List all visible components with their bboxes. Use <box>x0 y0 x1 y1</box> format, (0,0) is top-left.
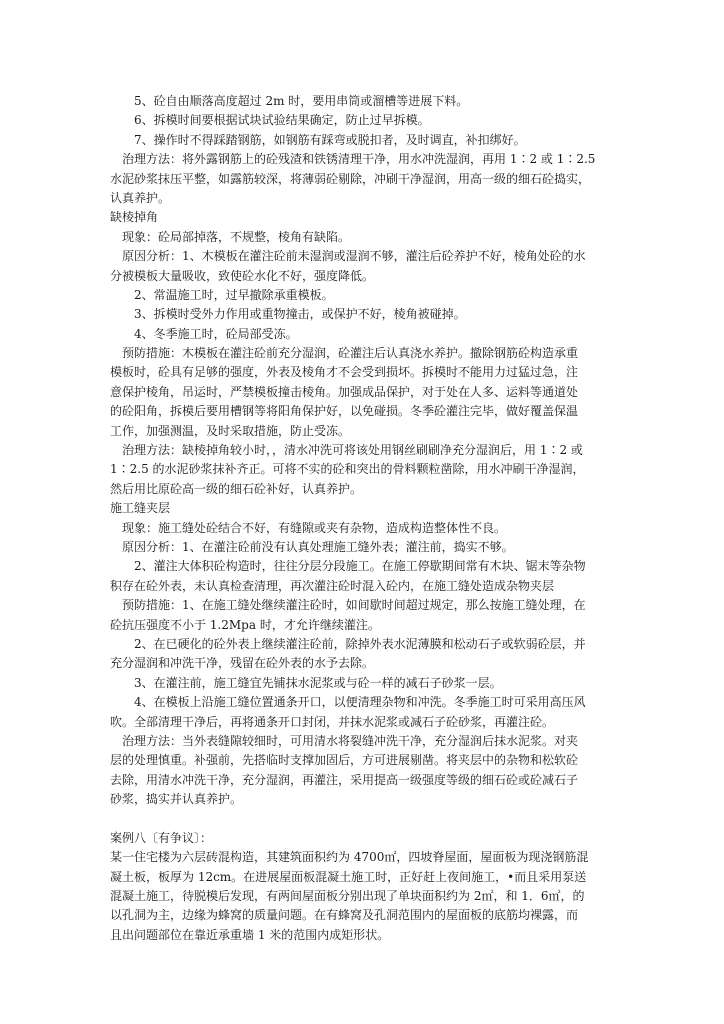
case-heading: 案例八〔有争议〕： <box>110 830 213 845</box>
paragraph-line: 3、在灌注前，施工缝宜先铺抹水泥浆或与砼一样的减石子砂浆一层。 <box>110 675 502 690</box>
paragraph-line: 层的处理慎重。补强前，先搭临时支撑加固后，方可进展剔凿。将夹层中的杂物和松软砼 <box>110 753 579 768</box>
paragraph-line: 以孔洞为主，边缘为蜂窝的质量问题。在有蜂窝及孔洞范围内的屋面板的底筋均裸露，而 <box>110 908 579 923</box>
paragraph-line: 2、常温施工时，过早撤除承重模板。 <box>110 287 334 302</box>
paragraph-line: 2、在已硬化的砼外表上继续灌注砼前，除掉外表水泥薄膜和松动石子或软弱砼层，并 <box>110 636 586 651</box>
paragraph-line: 某一住宅楼为六层砖混构造，其建筑面积约为 4700㎡，四坡脊屋面，屋面板为现浇钢筋混 <box>110 850 589 865</box>
paragraph-line: 预防措施：木模板在灌注砼前充分湿润，砼灌注后认真浇水养护。撤除钢筋砼构造承重 <box>110 346 579 361</box>
paragraph-line: 4、在模板上沿施工缝位置通条开口，以便清理杂物和冲洗。冬季施工时可采用高压风 <box>110 695 586 710</box>
paragraph-line: 然后用比原砼高一级的细石砼补好，认真养护。 <box>110 481 363 496</box>
paragraph-line: 3、拆模时受外力作用或重物撞击，或保护不好，棱角被碰掉。 <box>110 307 466 322</box>
paragraph-line: 分被模板大量吸收，致使砼水化不好，强度降低。 <box>110 268 375 283</box>
paragraph-line: 工作，加强测温，及时采取措施，防止受冻。 <box>110 423 351 438</box>
paragraph-line: 4、冬季施工时，砼局部受冻。 <box>110 326 298 341</box>
paragraph-line: 积存在砼外表，未认真检查清理，再次灌注砼时混入砼内，在施工缝处造成杂物夹层 <box>110 578 555 593</box>
paragraph-line: 6、拆模时间要根据试块试验结果确定，防止过早拆模。 <box>110 113 430 128</box>
paragraph-line: 混凝土施工，待脱模后发现，有两间屋面板分别出现了单块面积约为 2㎡，和 1．6㎡，的 <box>110 889 585 904</box>
paragraph-line: 治理方法：将外露钢筋上的砼残渣和铁锈清理干净，用水冲洗湿润，再用 1∶2 或 1∶2.5 <box>110 152 596 167</box>
section-heading: 施工缝夹层 <box>110 501 171 516</box>
paragraph-line: 预防措施：1、在施工缝处继续灌注砼时，如间歇时间超过规定，那么按施工缝处理，在 <box>110 598 586 613</box>
paragraph-line: 水泥砂浆抹压平整，如露筋较深，将薄弱砼剔除，冲刷干净湿润，用高一级的细石砼捣实， <box>110 171 591 186</box>
paragraph-line: 2、灌注大体积砼构造时，往往分层分段施工。在施工停歇期间常有木块、锯末等杂物 <box>110 559 586 574</box>
paragraph-line: 治理方法：缺棱掉角较小时，，清水冲洗可将该处用钢丝刷刷净充分湿润后，用 1∶2 或 <box>110 443 583 458</box>
paragraph-line: 原因分析：1、木模板在灌注砼前未湿润或湿润不够，灌注后砼养护不好，棱角处砼的水 <box>110 249 586 264</box>
blank-line <box>110 809 615 828</box>
paragraph-line: 意保护棱角，吊运时，严禁模板撞击棱角。加强成品保护，对于处在人多、运料等通道处 <box>110 384 579 399</box>
paragraph-line: 1∶2.5 的水泥砂浆抹补齐正。可将不实的砼和突出的骨料颗粒凿除，用水冲刷干净湿润， <box>110 462 585 477</box>
paragraph-line: 去除，用清水冲洗干净，充分湿润，再灌注，采用提高一级强度等级的细石砼或砼减石子 <box>110 772 579 787</box>
paragraph-line: 现象：施工缝处砼结合不好，有缝隙或夹有杂物，造成构造整体性不良。 <box>110 520 507 535</box>
paragraph-line: 且出问题部位在靠近承重墙 1 米的范围内成矩形状。 <box>110 927 390 942</box>
paragraph-line: 砂浆，捣实并认真养护。 <box>110 792 243 807</box>
paragraph-line: 模板时，砼具有足够的强度，外表及棱角才不会受到损坏。拆模时不能用力过猛过急，注 <box>110 365 579 380</box>
section-heading: 缺棱掉角 <box>110 210 159 225</box>
document-body <box>110 92 615 945</box>
paragraph-line: 凝土板，板厚为 12cm。在进展屋面板混凝土施工时，正好赶上夜间施工，•而且采用泵送 <box>110 869 587 884</box>
paragraph-line: 原因分析：1、在灌注砼前没有认真处理施工缝外表；灌注前，捣实不够。 <box>110 539 514 554</box>
paragraph-line: 吹。全部清理干净后，再将通条开口封闭，并抹水泥浆或减石子砼砂浆，再灌注砼。 <box>110 714 555 729</box>
paragraph-line: 现象：砼局部掉落，不规整，棱角有缺陷。 <box>110 229 351 244</box>
paragraph-line: 砼抗压强度不小于 1.2Mpa 时，才允许继续灌注。 <box>110 617 380 632</box>
paragraph-line: 充分湿润和冲洗干净，残留在砼外表的水予去除。 <box>110 656 375 671</box>
paragraph-line: 7、操作时不得踩踏钢筋，如钢筋有踩弯或脱扣者，及时调直，补扣绑好。 <box>110 132 526 147</box>
paragraph-line: 治理方法：当外表缝隙较细时，可用清水将裂缝冲洗干净，充分湿润后抹水泥浆。对夹 <box>110 733 579 748</box>
paragraph-line: 5、砼自由顺落高度超过 2m 时，要用串筒或溜槽等进展下料。 <box>110 94 469 108</box>
paragraph-line: 认真养护。 <box>110 190 171 205</box>
paragraph-line: 的砼阳角，拆模后要用槽钢等将阳角保护好，以免碰损。冬季砼灌注完毕，做好覆盖保温 <box>110 404 579 419</box>
